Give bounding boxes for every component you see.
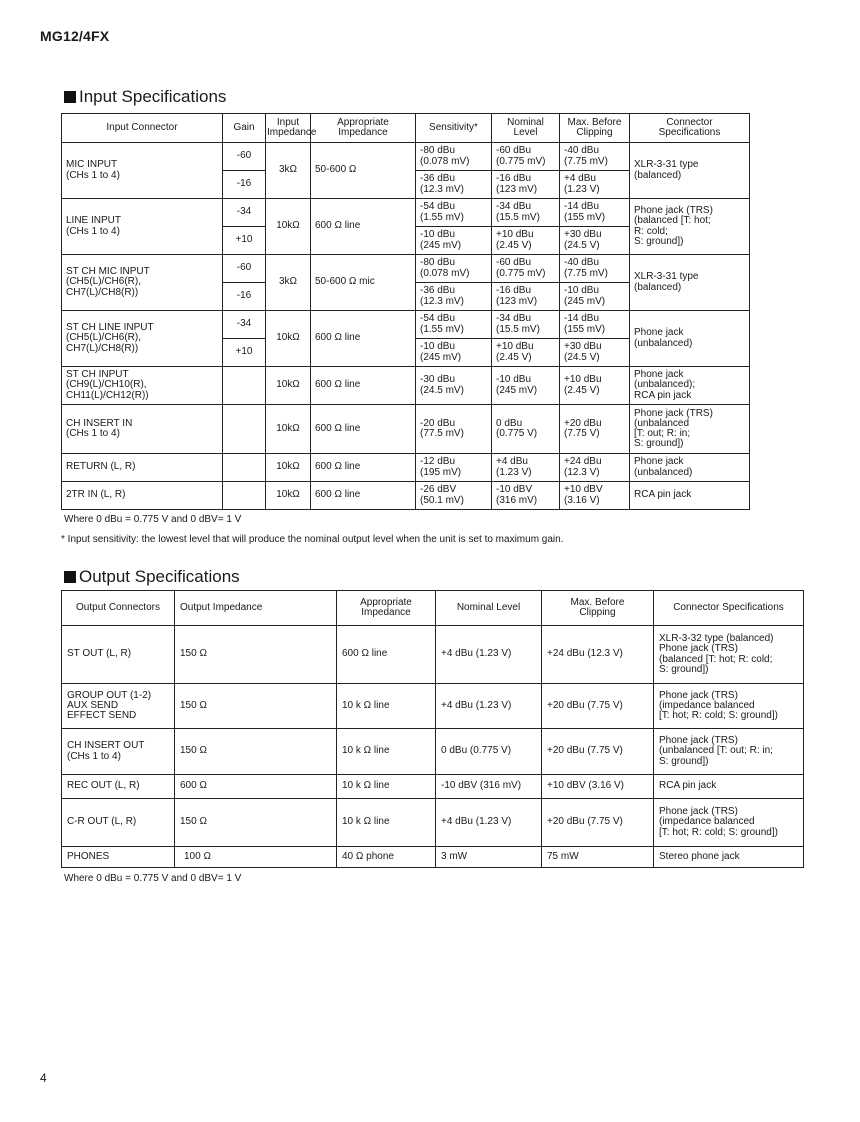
appropriate-impedance-value: 600 Ω line (311, 199, 416, 255)
connector-name: RETURN (L, R) (62, 454, 223, 482)
gain-value: +10 (223, 227, 266, 255)
nominal-level-value: -34 dBu (15.5 mV) (492, 311, 560, 339)
appropriate-impedance-value: 600 Ω line (311, 405, 416, 454)
max-level-value: +10 dBu (2.45 V) (560, 367, 630, 405)
table-row (62, 684, 804, 729)
output-specifications-table (61, 590, 804, 868)
max-level-value: +10 dBV (3.16 V) (560, 482, 630, 510)
max-level-value: +20 dBu (7.75 V) (542, 799, 654, 847)
sensitivity-value: -54 dBu (1.55 mV) (416, 311, 492, 339)
nominal-level-value: 0 dBu (0.775 V) (436, 729, 542, 775)
gain-value: -34 (223, 311, 266, 339)
max-level-value: +30 dBu (24.5 V) (560, 339, 630, 367)
input-reference-note: Where 0 dBu = 0.775 V and 0 dBV= 1 V (64, 514, 242, 525)
appropriate-impedance-value: 600 Ω line (311, 311, 416, 367)
connector-name: MIC INPUT (CHs 1 to 4) (62, 143, 223, 199)
table-row (62, 799, 804, 847)
appropriate-impedance-value: 600 Ω line (311, 454, 416, 482)
nominal-level-value: -10 dBu (245 mV) (492, 367, 560, 405)
output-specifications-title: Output Specifications (79, 567, 240, 586)
header-connector-specifications: Connector Specifications (654, 591, 804, 626)
table-row (62, 255, 750, 283)
input-impedance-value: 10kΩ (266, 454, 311, 482)
input-impedance-value: 10kΩ (266, 405, 311, 454)
header-gain: Gain (223, 114, 266, 143)
input-specifications-table (61, 113, 750, 510)
output-impedance-value: 150 Ω (175, 684, 337, 729)
appropriate-impedance-value: 600 Ω line (337, 626, 436, 684)
connector-name: CH INSERT IN (CHs 1 to 4) (62, 405, 223, 454)
table-row (62, 143, 750, 171)
nominal-level-value: +4 dBu (1.23 V) (436, 799, 542, 847)
nominal-level-value: -10 dBV (316 mV) (436, 775, 542, 799)
output-reference-note: Where 0 dBu = 0.775 V and 0 dBV= 1 V (64, 873, 242, 884)
output-specifications-heading (64, 567, 240, 587)
appropriate-impedance-value: 10 k Ω line (337, 775, 436, 799)
input-impedance-value: 10kΩ (266, 367, 311, 405)
connector-spec-value: XLR-3-31 type (balanced) (630, 255, 750, 311)
nominal-level-value: +4 dBu (1.23 V) (436, 684, 542, 729)
connector-name: ST CH LINE INPUT (CH5(L)/CH6(R), CH7(L)/CH8(R)) (62, 311, 223, 367)
gain-value (223, 482, 266, 510)
appropriate-impedance-value: 40 Ω phone (337, 847, 436, 868)
max-level-value: -14 dBu (155 mV) (560, 199, 630, 227)
connector-spec-value: Phone jack (TRS) (unbalanced [T: out; R: in; S: ground]) (654, 729, 804, 775)
appropriate-impedance-value: 10 k Ω line (337, 729, 436, 775)
max-level-value: -10 dBu (245 mV) (560, 283, 630, 311)
output-impedance-value: 150 Ω (175, 626, 337, 684)
connector-spec-value: RCA pin jack (654, 775, 804, 799)
table-row (62, 847, 804, 868)
appropriate-impedance-value: 600 Ω line (311, 367, 416, 405)
table-row (62, 199, 750, 227)
appropriate-impedance-value: 10 k Ω line (337, 799, 436, 847)
gain-value (223, 405, 266, 454)
connector-spec-value: Phone jack (unbalanced) (630, 311, 750, 367)
input-impedance-value: 10kΩ (266, 199, 311, 255)
nominal-level-value: -16 dBu (123 mV) (492, 283, 560, 311)
connector-name: ST CH INPUT (CH9(L)/CH10(R), CH11(L)/CH12(R)) (62, 367, 223, 405)
gain-value: -16 (223, 171, 266, 199)
input-impedance-value: 10kΩ (266, 482, 311, 510)
square-bullet-icon (64, 91, 76, 103)
output-connector-name: REC OUT (L, R) (62, 775, 175, 799)
table-row (62, 405, 750, 454)
sensitivity-footnote: * Input sensitivity: the lowest level that will produce the nominal output level when the unit is set to maximum gain. (61, 534, 564, 545)
input-table-header-row (62, 114, 750, 143)
input-impedance-value: 3kΩ (266, 255, 311, 311)
sensitivity-value: -20 dBu (77.5 mV) (416, 405, 492, 454)
header-sensitivity: Sensitivity* (416, 114, 492, 143)
sensitivity-value: -80 dBu (0.078 mV) (416, 143, 492, 171)
header-appropriate-impedance: Appropriate Impedance (337, 591, 436, 626)
nominal-level-value: +4 dBu (1.23 V) (492, 454, 560, 482)
output-impedance-value: 150 Ω (175, 799, 337, 847)
sensitivity-value: -80 dBu (0.078 mV) (416, 255, 492, 283)
nominal-level-value: 3 mW (436, 847, 542, 868)
sensitivity-value: -12 dBu (195 mV) (416, 454, 492, 482)
header-max-before-clipping: Max. Before Clipping (560, 114, 630, 143)
max-level-value: -40 dBu (7.75 mV) (560, 255, 630, 283)
page-number: 4 (40, 1071, 47, 1085)
sensitivity-value: -26 dBV (50.1 mV) (416, 482, 492, 510)
max-level-value: +10 dBV (3.16 V) (542, 775, 654, 799)
sensitivity-value: -30 dBu (24.5 mV) (416, 367, 492, 405)
max-level-value: +20 dBu (7.75 V) (542, 729, 654, 775)
connector-name: LINE INPUT (CHs 1 to 4) (62, 199, 223, 255)
sensitivity-value: -36 dBu (12.3 mV) (416, 283, 492, 311)
output-connector-name: PHONES (62, 847, 175, 868)
max-level-value: +24 dBu (12.3 V) (560, 454, 630, 482)
header-output-connectors: Output Connectors (62, 591, 175, 626)
header-appropriate-impedance: Appropriate Impedance (311, 114, 416, 143)
connector-spec-value: Phone jack (TRS) (balanced [T: hot; R: cold; S: ground]) (630, 199, 750, 255)
header-connector-specifications: Connector Specifications (630, 114, 750, 143)
connector-spec-value: Phone jack (TRS) (impedance balanced [T: hot; R: cold; S: ground]) (654, 799, 804, 847)
table-row (62, 311, 750, 339)
connector-name: 2TR IN (L, R) (62, 482, 223, 510)
output-connector-name: C-R OUT (L, R) (62, 799, 175, 847)
output-connector-name: ST OUT (L, R) (62, 626, 175, 684)
nominal-level-value: +10 dBu (2.45 V) (492, 339, 560, 367)
sensitivity-value: -10 dBu (245 mV) (416, 227, 492, 255)
sensitivity-value: -54 dBu (1.55 mV) (416, 199, 492, 227)
input-specifications-heading (64, 87, 226, 107)
appropriate-impedance-value: 10 k Ω line (337, 684, 436, 729)
gain-value (223, 367, 266, 405)
nominal-level-value: 0 dBu (0.775 V) (492, 405, 560, 454)
sensitivity-value: -36 dBu (12.3 mV) (416, 171, 492, 199)
gain-value (223, 454, 266, 482)
appropriate-impedance-value: 600 Ω line (311, 482, 416, 510)
max-level-value: +4 dBu (1.23 V) (560, 171, 630, 199)
sensitivity-value: -10 dBu (245 mV) (416, 339, 492, 367)
connector-spec-value: RCA pin jack (630, 482, 750, 510)
gain-value: -60 (223, 255, 266, 283)
connector-spec-value: Phone jack (unbalanced) (630, 454, 750, 482)
output-impedance-value: 100 Ω (175, 847, 337, 868)
output-table-header-row (62, 591, 804, 626)
nominal-level-value: -16 dBu (123 mV) (492, 171, 560, 199)
max-level-value: 75 mW (542, 847, 654, 868)
header-nominal-level: Nominal Level (436, 591, 542, 626)
max-level-value: -40 dBu (7.75 mV) (560, 143, 630, 171)
max-level-value: +20 dBu (7.75 V) (542, 684, 654, 729)
connector-spec-value: Phone jack (TRS) (impedance balanced [T: hot; R: cold; S: ground]) (654, 684, 804, 729)
square-bullet-icon (64, 571, 76, 583)
connector-name: ST CH MIC INPUT (CH5(L)/CH6(R), CH7(L)/CH8(R)) (62, 255, 223, 311)
document-title: MG12/4FX (40, 28, 110, 44)
max-level-value: +20 dBu (7.75 V) (560, 405, 630, 454)
connector-spec-value: Stereo phone jack (654, 847, 804, 868)
header-nominal-level: Nominal Level (492, 114, 560, 143)
gain-value: -34 (223, 199, 266, 227)
nominal-level-value: -60 dBu (0.775 mV) (492, 255, 560, 283)
gain-value: -16 (223, 283, 266, 311)
output-connector-name: GROUP OUT (1-2) AUX SEND EFFECT SEND (62, 684, 175, 729)
connector-spec-value: Phone jack (TRS) (unbalanced [T: out; R: in; S: ground]) (630, 405, 750, 454)
gain-value: -60 (223, 143, 266, 171)
header-output-impedance: Output Impedance (175, 591, 337, 626)
connector-spec-value: XLR-3-32 type (balanced) Phone jack (TRS) (balanced [T: hot; R: cold; S: ground]) (654, 626, 804, 684)
nominal-level-value: +10 dBu (2.45 V) (492, 227, 560, 255)
header-max-before-clipping: Max. Before Clipping (542, 591, 654, 626)
max-level-value: -14 dBu (155 mV) (560, 311, 630, 339)
input-specifications-title: Input Specifications (79, 87, 227, 106)
header-input-connector: Input Connector (62, 114, 223, 143)
max-level-value: +30 dBu (24.5 V) (560, 227, 630, 255)
table-row (62, 775, 804, 799)
header-input-impedance: Input Impedance (266, 114, 311, 143)
input-impedance-value: 3kΩ (266, 143, 311, 199)
output-impedance-value: 600 Ω (175, 775, 337, 799)
max-level-value: +24 dBu (12.3 V) (542, 626, 654, 684)
table-row (62, 729, 804, 775)
nominal-level-value: -60 dBu (0.775 mV) (492, 143, 560, 171)
table-row (62, 367, 750, 405)
table-row (62, 482, 750, 510)
connector-spec-value: XLR-3-31 type (balanced) (630, 143, 750, 199)
appropriate-impedance-value: 50-600 Ω mic (311, 255, 416, 311)
input-impedance-value: 10kΩ (266, 311, 311, 367)
output-connector-name: CH INSERT OUT (CHs 1 to 4) (62, 729, 175, 775)
table-row (62, 454, 750, 482)
appropriate-impedance-value: 50-600 Ω (311, 143, 416, 199)
nominal-level-value: +4 dBu (1.23 V) (436, 626, 542, 684)
nominal-level-value: -10 dBV (316 mV) (492, 482, 560, 510)
nominal-level-value: -34 dBu (15.5 mV) (492, 199, 560, 227)
output-impedance-value: 150 Ω (175, 729, 337, 775)
connector-spec-value: Phone jack (unbalanced); RCA pin jack (630, 367, 750, 405)
gain-value: +10 (223, 339, 266, 367)
table-row (62, 626, 804, 684)
